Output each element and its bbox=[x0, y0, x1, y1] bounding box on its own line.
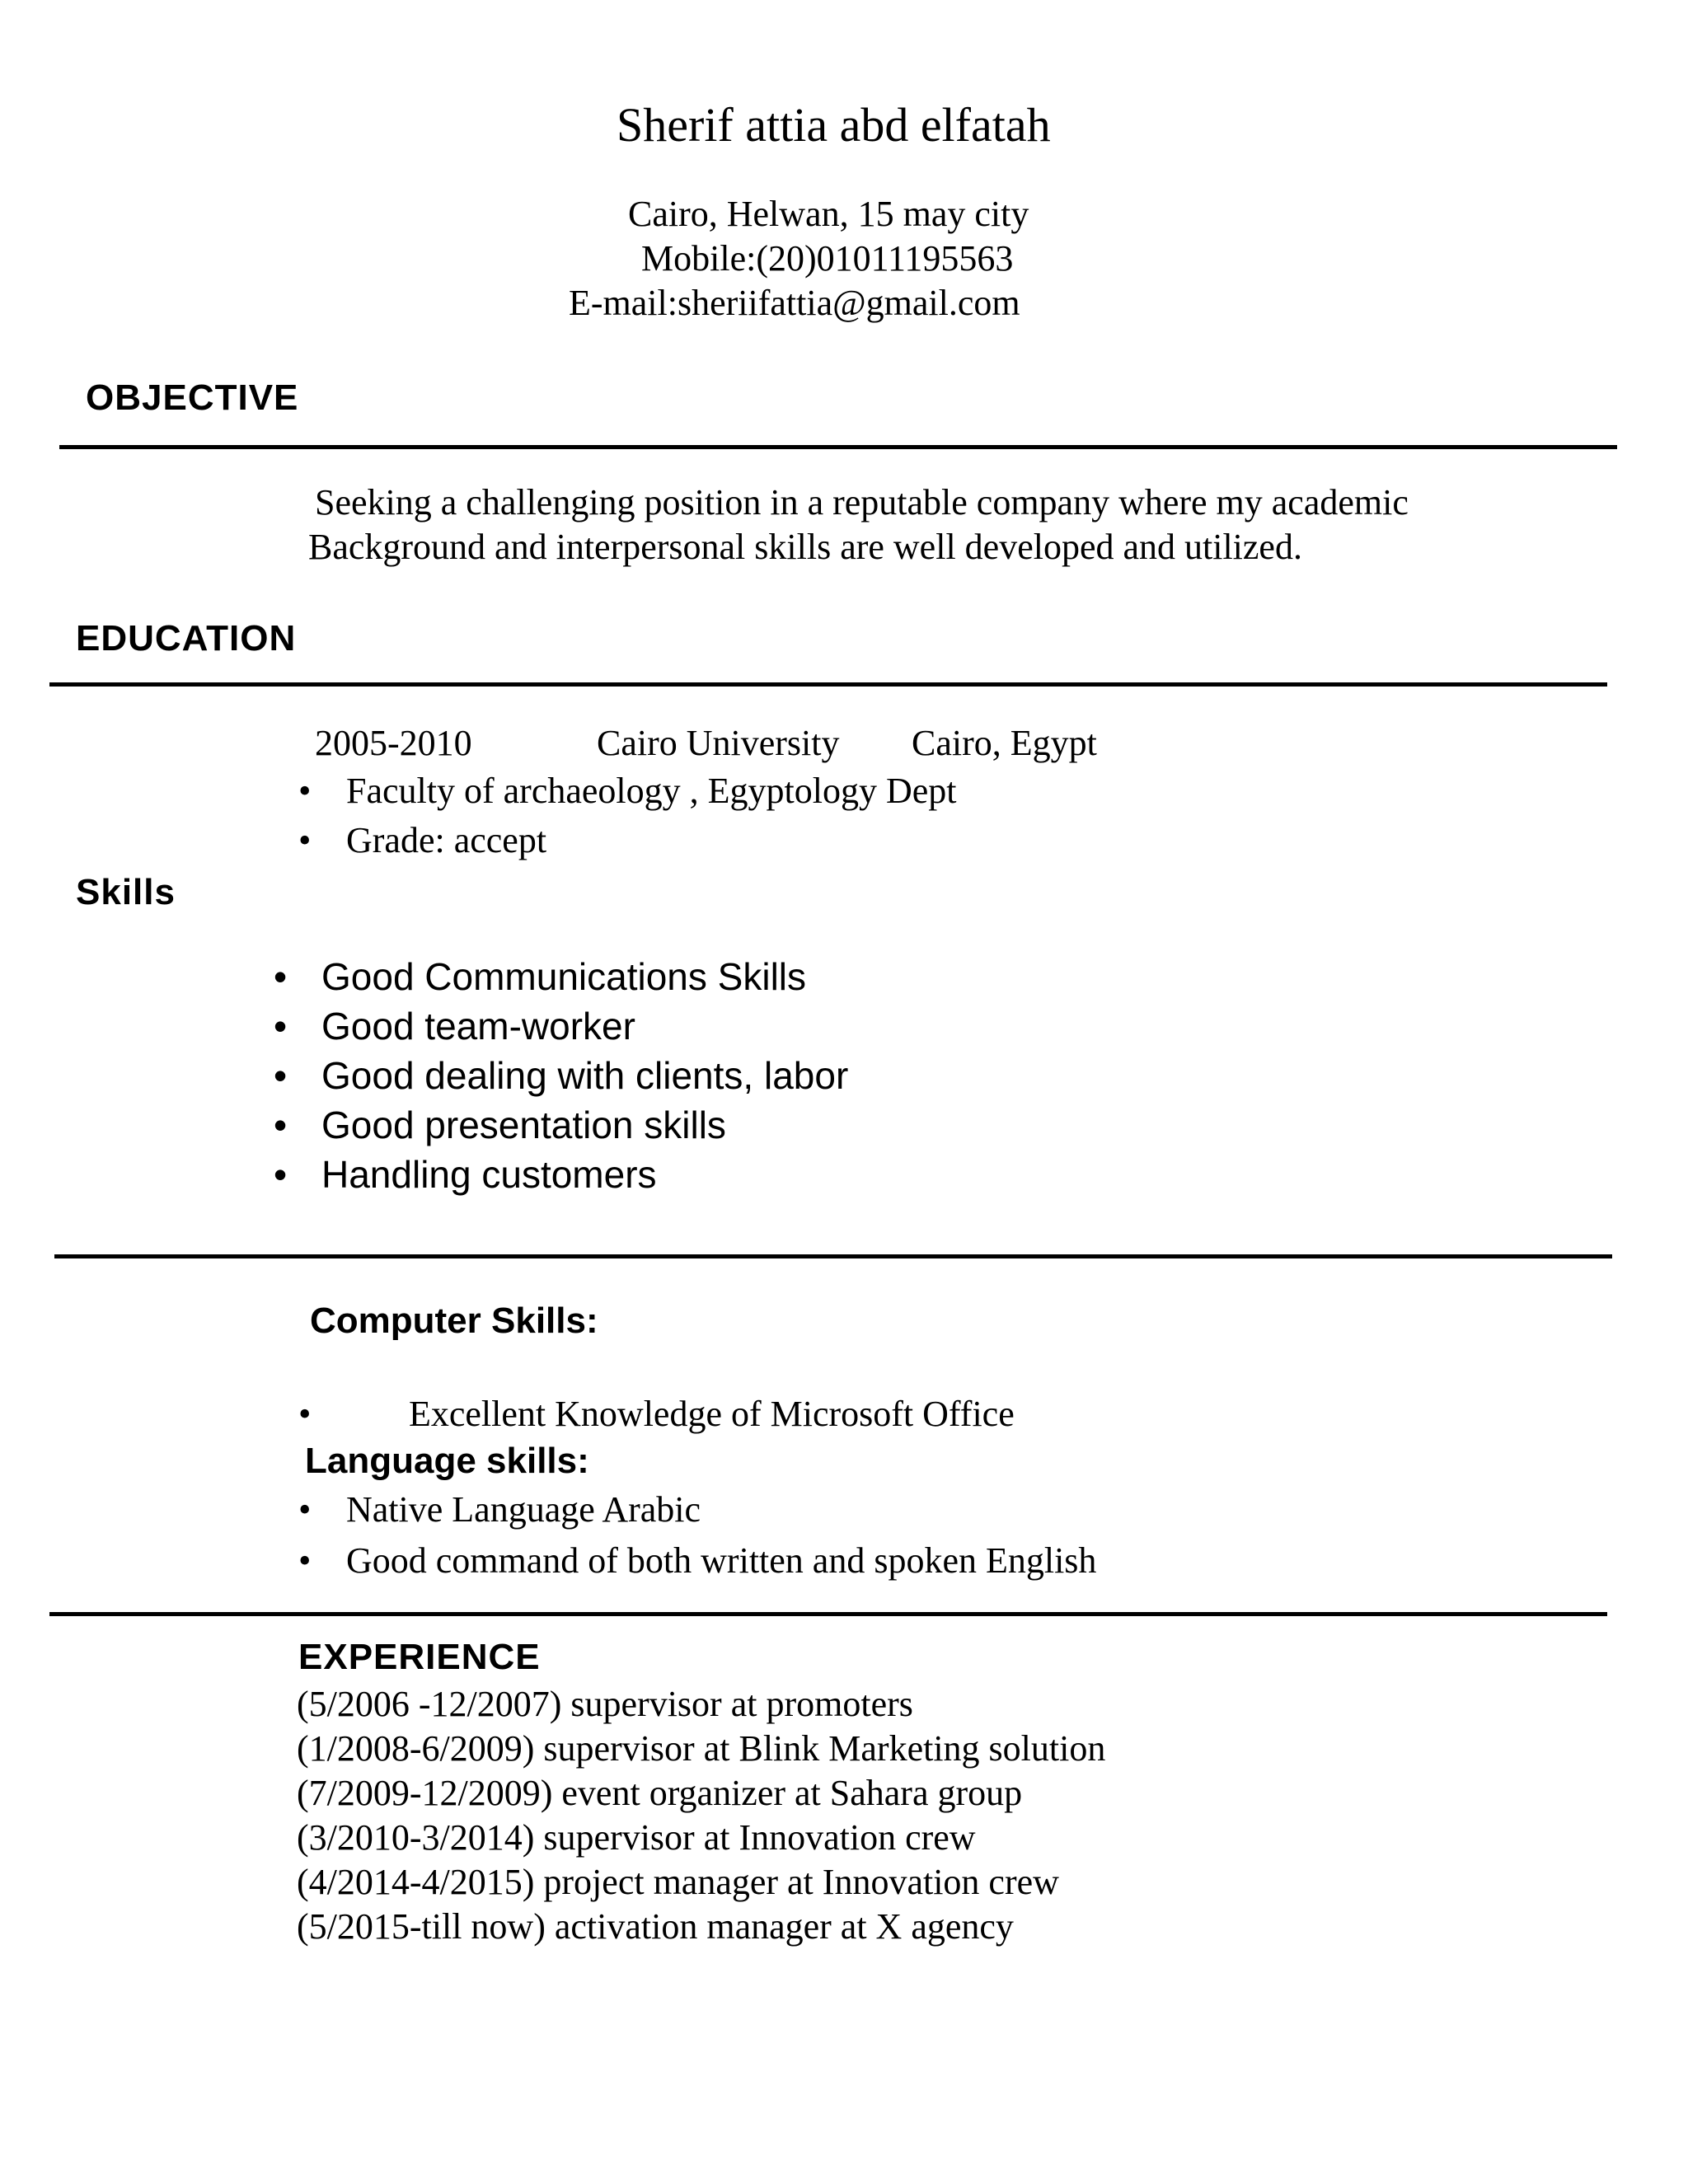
bullet-icon: • bbox=[274, 1104, 288, 1146]
computer-skill-item: Excellent Knowledge of Microsoft Office bbox=[409, 1394, 1015, 1434]
skill-item: Handling customers bbox=[321, 1153, 657, 1196]
education-location: Cairo, Egypt bbox=[912, 723, 1097, 763]
education-years: 2005-2010 bbox=[315, 723, 472, 763]
section-divider bbox=[59, 445, 1617, 449]
objective-heading: OBJECTIVE bbox=[86, 377, 299, 418]
education-heading: EDUCATION bbox=[76, 618, 297, 658]
language-skills-heading: Language skills: bbox=[305, 1441, 589, 1481]
experience-heading: EXPERIENCE bbox=[298, 1637, 541, 1677]
language-item: Native Language Arabic bbox=[346, 1489, 701, 1530]
bullet-icon: • bbox=[298, 820, 312, 860]
skill-item: Good dealing with clients, labor bbox=[321, 1054, 849, 1097]
bullet-icon: • bbox=[298, 1394, 312, 1434]
candidate-name: Sherif attia abd elfatah bbox=[617, 98, 1051, 152]
bullet-icon: • bbox=[298, 771, 312, 811]
skills-heading: Skills bbox=[76, 872, 176, 912]
bullet-icon: • bbox=[274, 1153, 288, 1196]
section-divider bbox=[49, 682, 1607, 687]
bullet-icon: • bbox=[274, 1005, 288, 1047]
experience-item: (1/2008-6/2009) supervisor at Blink Marketing solution bbox=[297, 1728, 1106, 1769]
experience-item: (5/2006 -12/2007) supervisor at promoters bbox=[297, 1684, 913, 1724]
skill-item: Good presentation skills bbox=[321, 1104, 726, 1146]
computer-skills-heading: Computer Skills: bbox=[310, 1301, 598, 1341]
objective-line-1: Seeking a challenging position in a reputable company where my academic bbox=[315, 482, 1409, 523]
experience-item: (5/2015-till now) activation manager at X agency bbox=[297, 1906, 1014, 1947]
section-divider bbox=[54, 1254, 1612, 1258]
bullet-icon: • bbox=[298, 1540, 312, 1581]
mobile-line: Mobile:(20)01011195563 bbox=[641, 238, 1014, 279]
bullet-icon: • bbox=[274, 1054, 288, 1097]
experience-item: (4/2014-4/2015) project manager at Innovation crew bbox=[297, 1862, 1059, 1902]
experience-item: (7/2009-12/2009) event organizer at Sahara group bbox=[297, 1773, 1023, 1813]
education-item: Grade: accept bbox=[346, 820, 547, 860]
education-institution: Cairo University bbox=[597, 723, 840, 763]
email-line: E-mail:sheriifattia@gmail.com bbox=[569, 283, 1020, 323]
language-item: Good command of both written and spoken English bbox=[346, 1540, 1097, 1581]
section-divider bbox=[49, 1612, 1607, 1616]
skill-item: Good team-worker bbox=[321, 1005, 635, 1047]
skill-item: Good Communications Skills bbox=[321, 955, 807, 998]
education-item: Faculty of archaeology , Egyptology Dept bbox=[346, 771, 957, 811]
bullet-icon: • bbox=[274, 955, 288, 998]
bullet-icon: • bbox=[298, 1489, 312, 1530]
objective-line-2: Background and interpersonal skills are well developed and utilized. bbox=[308, 527, 1302, 567]
address-line: Cairo, Helwan, 15 may city bbox=[628, 194, 1029, 234]
experience-item: (3/2010-3/2014) supervisor at Innovation crew bbox=[297, 1817, 976, 1858]
